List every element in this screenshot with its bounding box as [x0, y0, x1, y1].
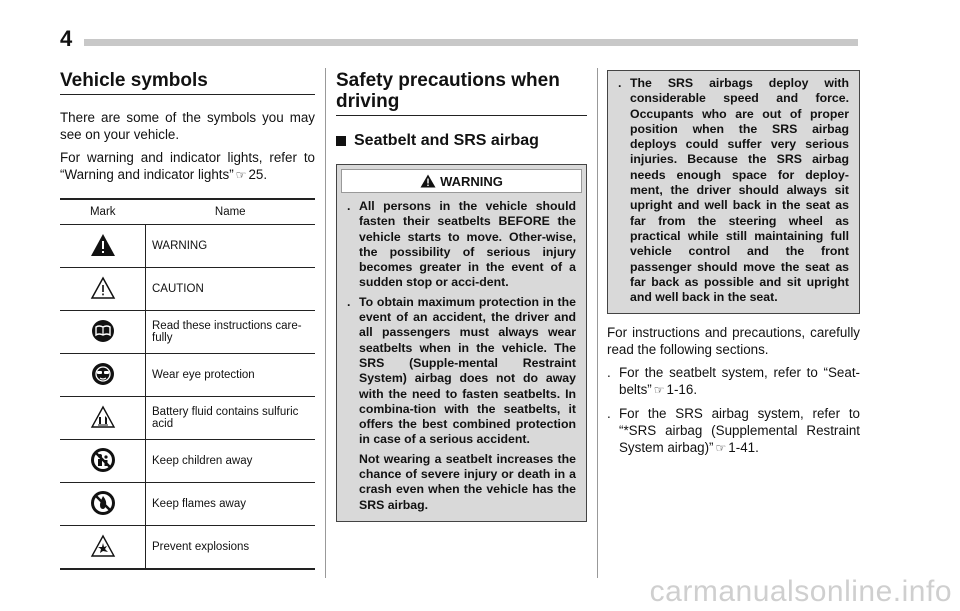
explosion-icon: [60, 526, 146, 570]
list-item: [347, 199, 576, 291]
table-row: [60, 354, 315, 397]
keep-children-away-icon: [60, 440, 146, 483]
square-bullet-icon: [336, 136, 346, 146]
bullet-marker: .: [347, 199, 351, 213]
instructions-paragraph: For instructions and precautions, carefully read the following sections.: [607, 325, 860, 358]
page-ref-icon: ☞: [715, 441, 727, 456]
symbol-name: Keep children away: [146, 440, 316, 483]
warning-subtext: Not wearing a seatbelt increases the chance of severe injury or death in a crash even when the vehicle has the SRS airbag.: [359, 451, 576, 512]
symbol-name: Keep flames away: [146, 483, 316, 526]
continued-section: [607, 70, 860, 457]
table-row: [60, 268, 315, 311]
page-reference[interactable]: 1-16.: [666, 382, 698, 398]
table-row: [60, 397, 315, 440]
warning-label: WARNING: [440, 173, 503, 189]
warning-body: [337, 193, 586, 521]
list-item: [607, 405, 860, 457]
bullet-marker: .: [607, 365, 611, 381]
item-text: For the seatbelt system, refer to “Seat-belts”: [619, 365, 860, 398]
warning-filled-triangle-icon: [60, 225, 146, 268]
table-row: [60, 225, 315, 268]
warning-box-continued: [607, 70, 860, 314]
symbol-name: Wear eye protection: [146, 354, 316, 397]
watermark: carmanualsonline.info: [649, 575, 952, 608]
symbol-name: Battery fluid contains sulfuric acid: [146, 397, 316, 440]
bullet-marker: .: [618, 76, 622, 90]
table-header-row: [60, 199, 315, 225]
symbols-table: [60, 198, 315, 570]
bullet-marker: .: [607, 406, 611, 422]
reference-paragraph: [60, 149, 315, 184]
page-reference[interactable]: 1-41.: [728, 440, 759, 456]
symbol-name: WARNING: [146, 225, 316, 268]
item-text: For the SRS airbag system, refer to “*SRS airbag (Supplemental Restraint System airbag)”: [619, 406, 860, 456]
warning-body: [608, 71, 859, 313]
warning-triangle-icon: [420, 174, 436, 188]
read-manual-icon: [60, 311, 146, 354]
list-item: [607, 364, 860, 399]
vehicle-symbols-section: [60, 70, 315, 570]
header-rule: [84, 39, 858, 46]
warning-text: To obtain maximum protection in the event of an accident, the driver and all passengers must always wear seatbelts when in the vehicle. The SRS (Supple-mental Restraint System) airbag does not do away with the need to fasten seatbelts. In combina-tion with the seatbelts, it offers the best combined protection in case of a serious accident.: [359, 294, 576, 447]
caution-outline-triangle-icon: [60, 268, 146, 311]
eye-protection-icon: [60, 354, 146, 397]
column-divider: [597, 68, 598, 578]
symbol-name: Read these instructions care-fully: [146, 311, 316, 354]
table-row: [60, 311, 315, 354]
no-flames-icon: [60, 483, 146, 526]
page-number: 4: [60, 26, 73, 51]
subsection-heading: [336, 132, 587, 150]
table-row: [60, 526, 315, 570]
intro-paragraph: There are some of the symbols you may see on your vehicle.: [60, 110, 315, 142]
symbol-name: CAUTION: [146, 268, 316, 311]
warning-box: [336, 164, 587, 522]
warning-header: [341, 169, 582, 193]
page-ref-icon: ☞: [235, 168, 247, 182]
section-heading: Safety precautions when driving: [336, 70, 587, 116]
reference-text: For warning and indicator lights, refer to “Warning and indicator lights”: [60, 150, 315, 182]
section-heading: Vehicle symbols: [60, 70, 315, 95]
bullet-marker: .: [347, 294, 351, 309]
list-item: [618, 76, 849, 305]
battery-acid-icon: [60, 397, 146, 440]
column-header-name: Name: [146, 199, 316, 225]
subsection-title: Seatbelt and SRS airbag: [354, 132, 539, 149]
warning-text: The SRS airbags deploy with considerable speed and force. Occupants who are out of proper position when the SRS airbag deploys could suffer very serious injuries. Because the SRS airbag needs enough space for deploy-ment, the driver should always sit upright and well back in the seat as far from the steering wheel as practical while still maintaining full vehicle control and the front passenger should move the seat as far back as possible and sit upright and well back in the seat.: [630, 76, 849, 305]
instructions-text: [607, 324, 860, 457]
safety-precautions-section: [336, 70, 587, 522]
list-item: [347, 295, 576, 448]
column-header-mark: Mark: [60, 199, 146, 225]
table-row: [60, 440, 315, 483]
page-reference[interactable]: 25.: [248, 167, 268, 182]
column-divider: [325, 68, 326, 578]
page-ref-icon: ☞: [653, 383, 665, 398]
table-row: [60, 483, 315, 526]
warning-text: All persons in the vehicle should fasten their seatbelts BEFORE the vehicle starts to move. Other-wise, the possibility of serious injury becomes greater in the event of a sudden stop or acci-dent.: [359, 199, 576, 290]
symbol-name: Prevent explosions: [146, 526, 316, 570]
